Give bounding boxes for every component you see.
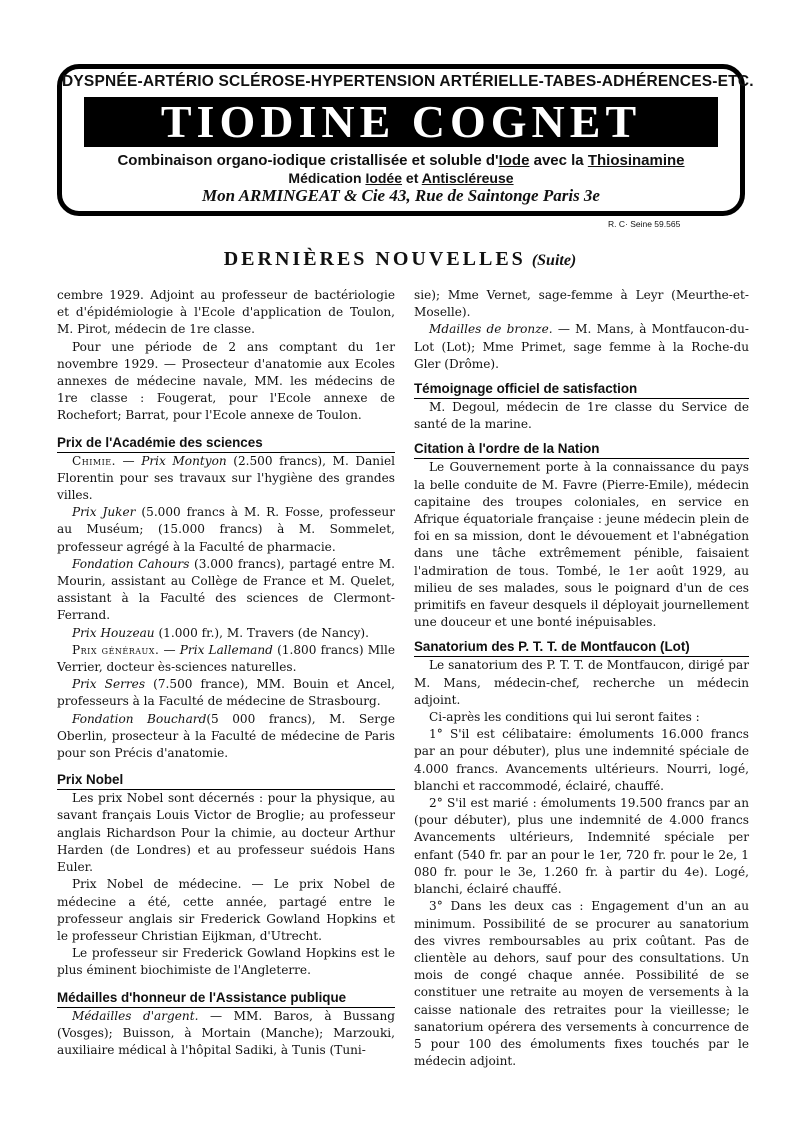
paragraph: Prix Nobel de médecine. — Le prix Nobel de médecine a été, cette année, partagé entre le professeur anglais sir Frederick Gowland Hopkins et le professeur Christian Eijkman, d'Utrecht. [57, 877, 395, 943]
section-heading-medailles: Médailles d'honneur de l'Assistance publique [57, 989, 395, 1008]
paragraph: Les prix Nobel sont décernés : pour la physique, au savant français Louis Victor de Broglie; au professeur anglais Richardson Pour la chimie, au docteur Arthur Harden (de Londres) et au professeur suédois Hans Euler. [57, 791, 395, 875]
registry-number: R. C· Seine 59.565 [608, 219, 681, 229]
award-item: Chimie. — Prix Montyon (2.500 francs), M. Daniel Florentin pour ses travaux sur l'hygiène des grandes villes. [57, 453, 395, 503]
paragraph: Le sanatorium des P. T. T. de Montfaucon, dirigé par M. Mans, médecin-chef, recherche un médecin adjoint. [414, 658, 749, 707]
award-item: Prix généraux. — Prix Lallemand (1.800 francs) Mlle Verrier, docteur ès-sciences naturelles. [57, 642, 395, 675]
award-item: Fondation Cahours (3.000 francs), partagé entre M. Mourin, assistant au Collège de France et M. Quelet, assistant à la Faculté des sciences de Clermont-Ferrand. [57, 556, 395, 623]
title-suite: (Suite) [531, 252, 577, 269]
paragraph: 3° Dans les deux cas : Engagement d'un an au minimum. Possibilité de se procurer au sanatorium des vivres remboursables au prix coûtant. Pas de clientèle au dehors, sauf pour des consultations. Un mois de congé chaque année. Possibilité de se constituer une retraite au moyen de versements à la caisse nationale des retraites pour la vieillesse; le sanatorium opérera des versements à concurrence de 5 pour 100 des émoluments fixes touchés par le médecin adjoint. [414, 899, 749, 1069]
section-heading-sanatorium: Sanatorium des P. T. T. de Montfaucon (Lot) [414, 638, 749, 657]
advertisement-banner [57, 64, 754, 216]
ad-medication: Médication Iodée et Antiscléreuse [288, 170, 514, 186]
paragraph: Ci-après les conditions qui lui seront faites : [429, 710, 700, 725]
paragraph: sie); Mme Vernet, sage-femme à Leyr (Meurthe-et-Moselle). [414, 288, 749, 320]
paragraph: Le Gouvernement porte à la connaissance du pays la belle conduite de M. Favre (Pierre-Emile), médecin capitaine des troupes coloniales, en service en Afrique équatoriale française : jeune médecin plein de foi en sa mission, dont le dévouement et l'abnégation dans une tâche extrêmement pénible, faisaient l'admiration de tous. Tombé, le 1er août 1929, au milieu de ses malades, sous le poignard d'un de ces primitifs en faveur desquels il déployait journellement une douceur et une bonté inépuisables. [414, 460, 749, 630]
left-column [57, 287, 395, 1059]
paragraph: 1° S'il est célibataire: émoluments 16.000 francs par an pour débuter), plus une indemnité spéciale de 4.000 francs. Avancements ultérieurs. Nourri, logé, blanchi et raccommodé, éclairé, chauffé. [414, 727, 749, 793]
award-item: Prix Juker (5.000 francs à M. R. Fosse, professeur au Muséum; (15.000 francs) à M. Sommelet, professeur agrégé à la Faculté de pharmacie. [57, 505, 395, 554]
right-column [414, 287, 749, 1070]
paragraph: Mdailles de bronze. — M. Mans, à Montfaucon-du-Lot (Lot); Mme Primet, sage femme à la Roche-du Gler (Drôme). [414, 322, 749, 371]
section-heading-academie: Prix de l'Académie des sciences [57, 434, 395, 453]
title-main: DERNIÈRES NOUVELLES [223, 248, 526, 270]
ad-address: Mon ARMINGEAT & Cie 43, Rue de Saintonge Paris 3e [202, 186, 600, 205]
award-item: Prix Houzeau (1.000 fr.), M. Travers (de Nancy). [72, 625, 369, 640]
section-heading-nobel: Prix Nobel [57, 771, 395, 790]
ad-description: Combinaison organo-iodique cristallisée et soluble d'Iode avec la Thiosinamine [117, 152, 685, 169]
award-item: Fondation Bouchard(5 000 francs), M. Serge Oberlin, prosecteur à la Faculté de médecine de Paris pour son Précis d'anatomie. [57, 711, 395, 761]
ad-indications: DYSPNÉE-ARTÉRIO SCLÉROSE-HYPERTENSION ARTÉRIELLE-TABES-ADHÉRENCES-ETC. [62, 73, 754, 90]
paragraph: 2° S'il est marié : émoluments 19.500 francs par an (pour débuter), plus une indemnité de 4.000 francs Avancements ultérieurs, Indemnité spéciale per enfant (540 fr. par an pour le 1er, 720 fr. pour le 2e, 1 080 fr. pour le 3e, 1.260 fr. à partir du 4e). Logé, blanchi, éclairé chauffé. [414, 796, 749, 897]
ad-brand-name: TIODINE COGNET [84, 97, 718, 147]
section-heading-temoignage: Témoignage officiel de satisfaction [414, 380, 749, 399]
paragraph: Pour une période de 2 ans comptant du 1er novembre 1929. — Prosecteur d'anatomie aux Ecoles annexes de médecine navale, MM. les médecins de 1re classe : Fougerat, pour l'Ecole annexe de Rochefort; Barrat, pour l'Ecole annexe de Toulon. [57, 339, 395, 423]
section-heading-citation: Citation à l'ordre de la Nation [414, 440, 749, 459]
paragraph: Médailles d'argent. — MM. Baros, à Bussang (Vosges); Buisson, à Mortain (Manche); Marzouki, auxiliaire médical à l'hôpital Sadiki, à Tunis (Tuni- [57, 1008, 395, 1057]
paragraph: M. Degoul, médecin de 1re classe du Service de santé de la marine. [414, 400, 749, 432]
award-item: Prix Serres (7.500 france), MM. Bouin et Ancel, professeurs à la Faculté de médecine de Strasbourg. [57, 677, 395, 709]
paragraph: Le professeur sir Frederick Gowland Hopkins est le plus éminent biochimiste de l'Angleterre. [57, 946, 395, 978]
page-title [0, 248, 800, 271]
paragraph: cembre 1929. Adjoint au professeur de bactériologie et d'épidémiologie à l'Ecole d'application de Toulon, M. Pirot, médecin de 1re classe. [57, 288, 395, 337]
